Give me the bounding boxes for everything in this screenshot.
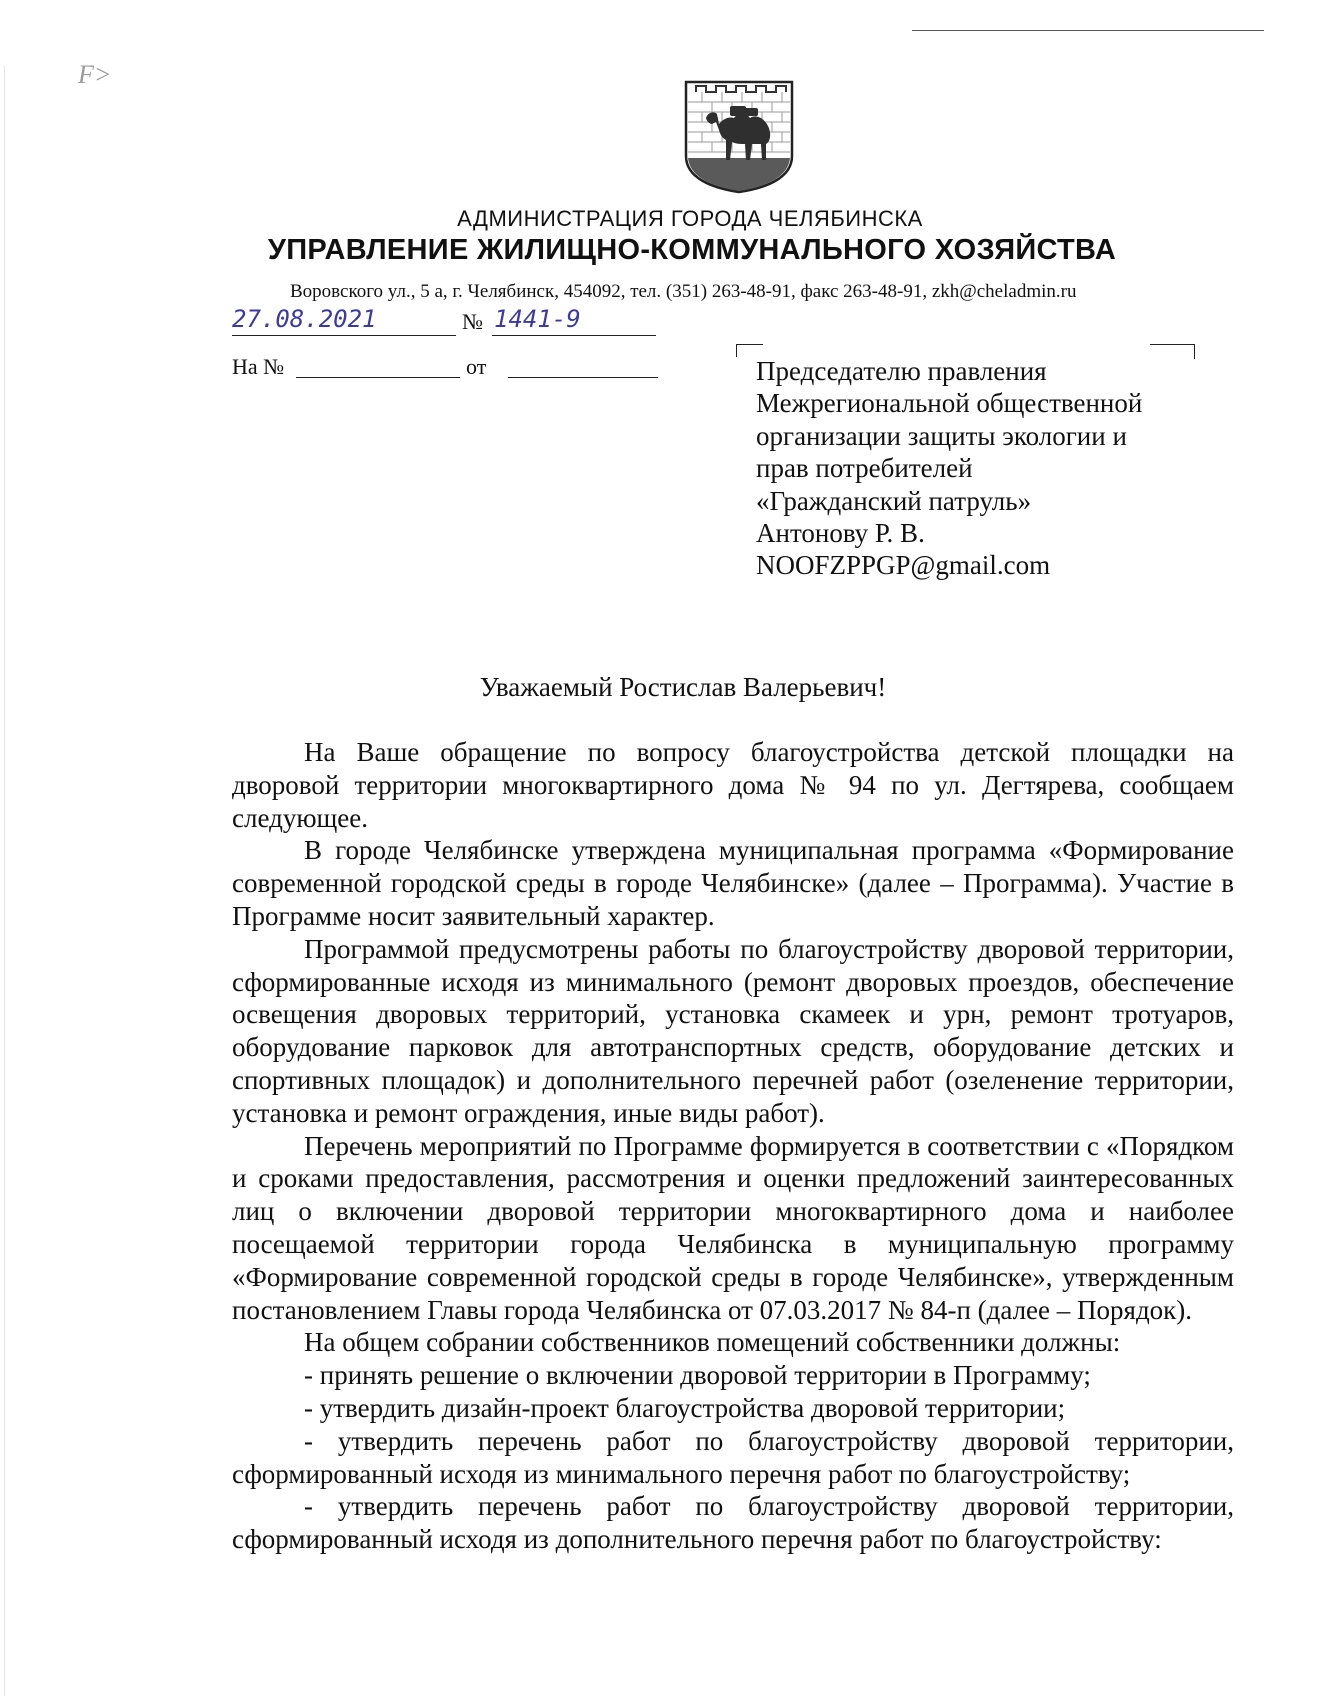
coat-of-arms-icon xyxy=(682,78,796,194)
salutation: Уважаемый Ростислав Валерьевич! xyxy=(479,672,887,702)
address-bracket-right xyxy=(1150,344,1195,359)
addressee-block xyxy=(756,355,1142,582)
addressee-line: «Гражданский патруль» xyxy=(756,485,1032,516)
organization-parent-name: АДМИНИСТРАЦИЯ ГОРОДА ЧЕЛЯБИНСКА xyxy=(457,206,923,231)
body-paragraph: На Ваше обращение по вопросу благоустройства детской площадки на дворовой территории многоквартирного дома № 94 по ул. Дегтярева, сообщаем следующее. xyxy=(232,737,1234,833)
list-item: - утвердить перечень работ по благоустройству дворовой территории, сформированный исходя из минимального перечня работ по благоустройству; xyxy=(232,1425,1234,1489)
organization-contacts: Воровского ул., 5 а, г. Челябинск, 454092, тел. (351) 263-48-91, факс 263-48-91, zkh@cheladmin.ru xyxy=(290,281,1077,302)
body-paragraph: Программой предусмотрены работы по благоустройству дворовой территории, сформированные исходя из минимального (ремонт дворовых проездов, обеспечение освещения дворовых территорий, установка скамеек и урн, ремонт тротуаров, оборудование парковок для автотранспортных средств, оборудование детских и спортивных площадок) и дополнительного перечней работ (озеленение территории, установка и ремонт ограждения, иные виды работ). xyxy=(232,933,1234,1128)
body-paragraph: Перечень мероприятий по Программе формируется в соответствии с «Порядком и сроками предоставления, рассмотрения и оценки предложений заинтересованных лиц о включении дворовой территории многоквартирного дома и наиболее посещаемой территории города Челябинска в муниципальную программу «Формирование современной городской среды в городе Челябинске», утвержденным постановлением Главы города Челябинска от 07.03.2017 № 84-п (далее – Порядок). xyxy=(232,1130,1234,1325)
addressee-line: Председателю правления xyxy=(756,356,1047,386)
addressee-line: прав потребителей xyxy=(756,453,973,484)
reference-number-blank xyxy=(296,377,460,378)
addressee-line: Антонову Р. В. xyxy=(756,518,925,549)
addressee-email: NOOFZPPGP@gmail.com xyxy=(756,550,1051,581)
addressee-line: Межрегиональной общественной xyxy=(756,388,1143,419)
list-item: - утвердить дизайн-проект благоустройства дворовой территории; xyxy=(304,1392,1066,1423)
number-sign: № xyxy=(462,309,483,334)
outgoing-number: 1441-9 xyxy=(494,305,581,333)
outgoing-number-field xyxy=(492,303,656,336)
organization-name: УПРАВЛЕНИЕ ЖИЛИЩНО-КОММУНАЛЬНОГО ХОЗЯЙСТВА xyxy=(267,234,1117,266)
reference-date-blank xyxy=(508,377,658,378)
scan-edge xyxy=(4,66,5,1696)
body-paragraph: В городе Челябинске утверждена муниципальная программа «Формирование современной городской среды в городе Челябинске» (далее – Программа). Участие в Программе носит заявительный характер. xyxy=(232,835,1234,931)
outgoing-date-field xyxy=(232,303,456,336)
list-item: - принять решение о включении дворовой территории в Программу; xyxy=(304,1360,1091,1391)
corner-mark: F> xyxy=(78,60,112,89)
reference-number-label: На № xyxy=(232,354,285,379)
letter-body xyxy=(232,736,1234,1556)
addressee-line: организации защиты экологии и xyxy=(756,420,1127,451)
body-paragraph: На общем собрании собственников помещений собственники должны: xyxy=(304,1327,1121,1358)
outgoing-date: 27.08.2021 xyxy=(232,305,377,333)
list-item: - утвердить перечень работ по благоустройству дворовой территории, сформированный исходя из дополнительного перечня работ по благоустройству: xyxy=(232,1491,1234,1555)
top-divider-line xyxy=(912,30,1264,31)
reference-date-label: от xyxy=(466,354,487,379)
